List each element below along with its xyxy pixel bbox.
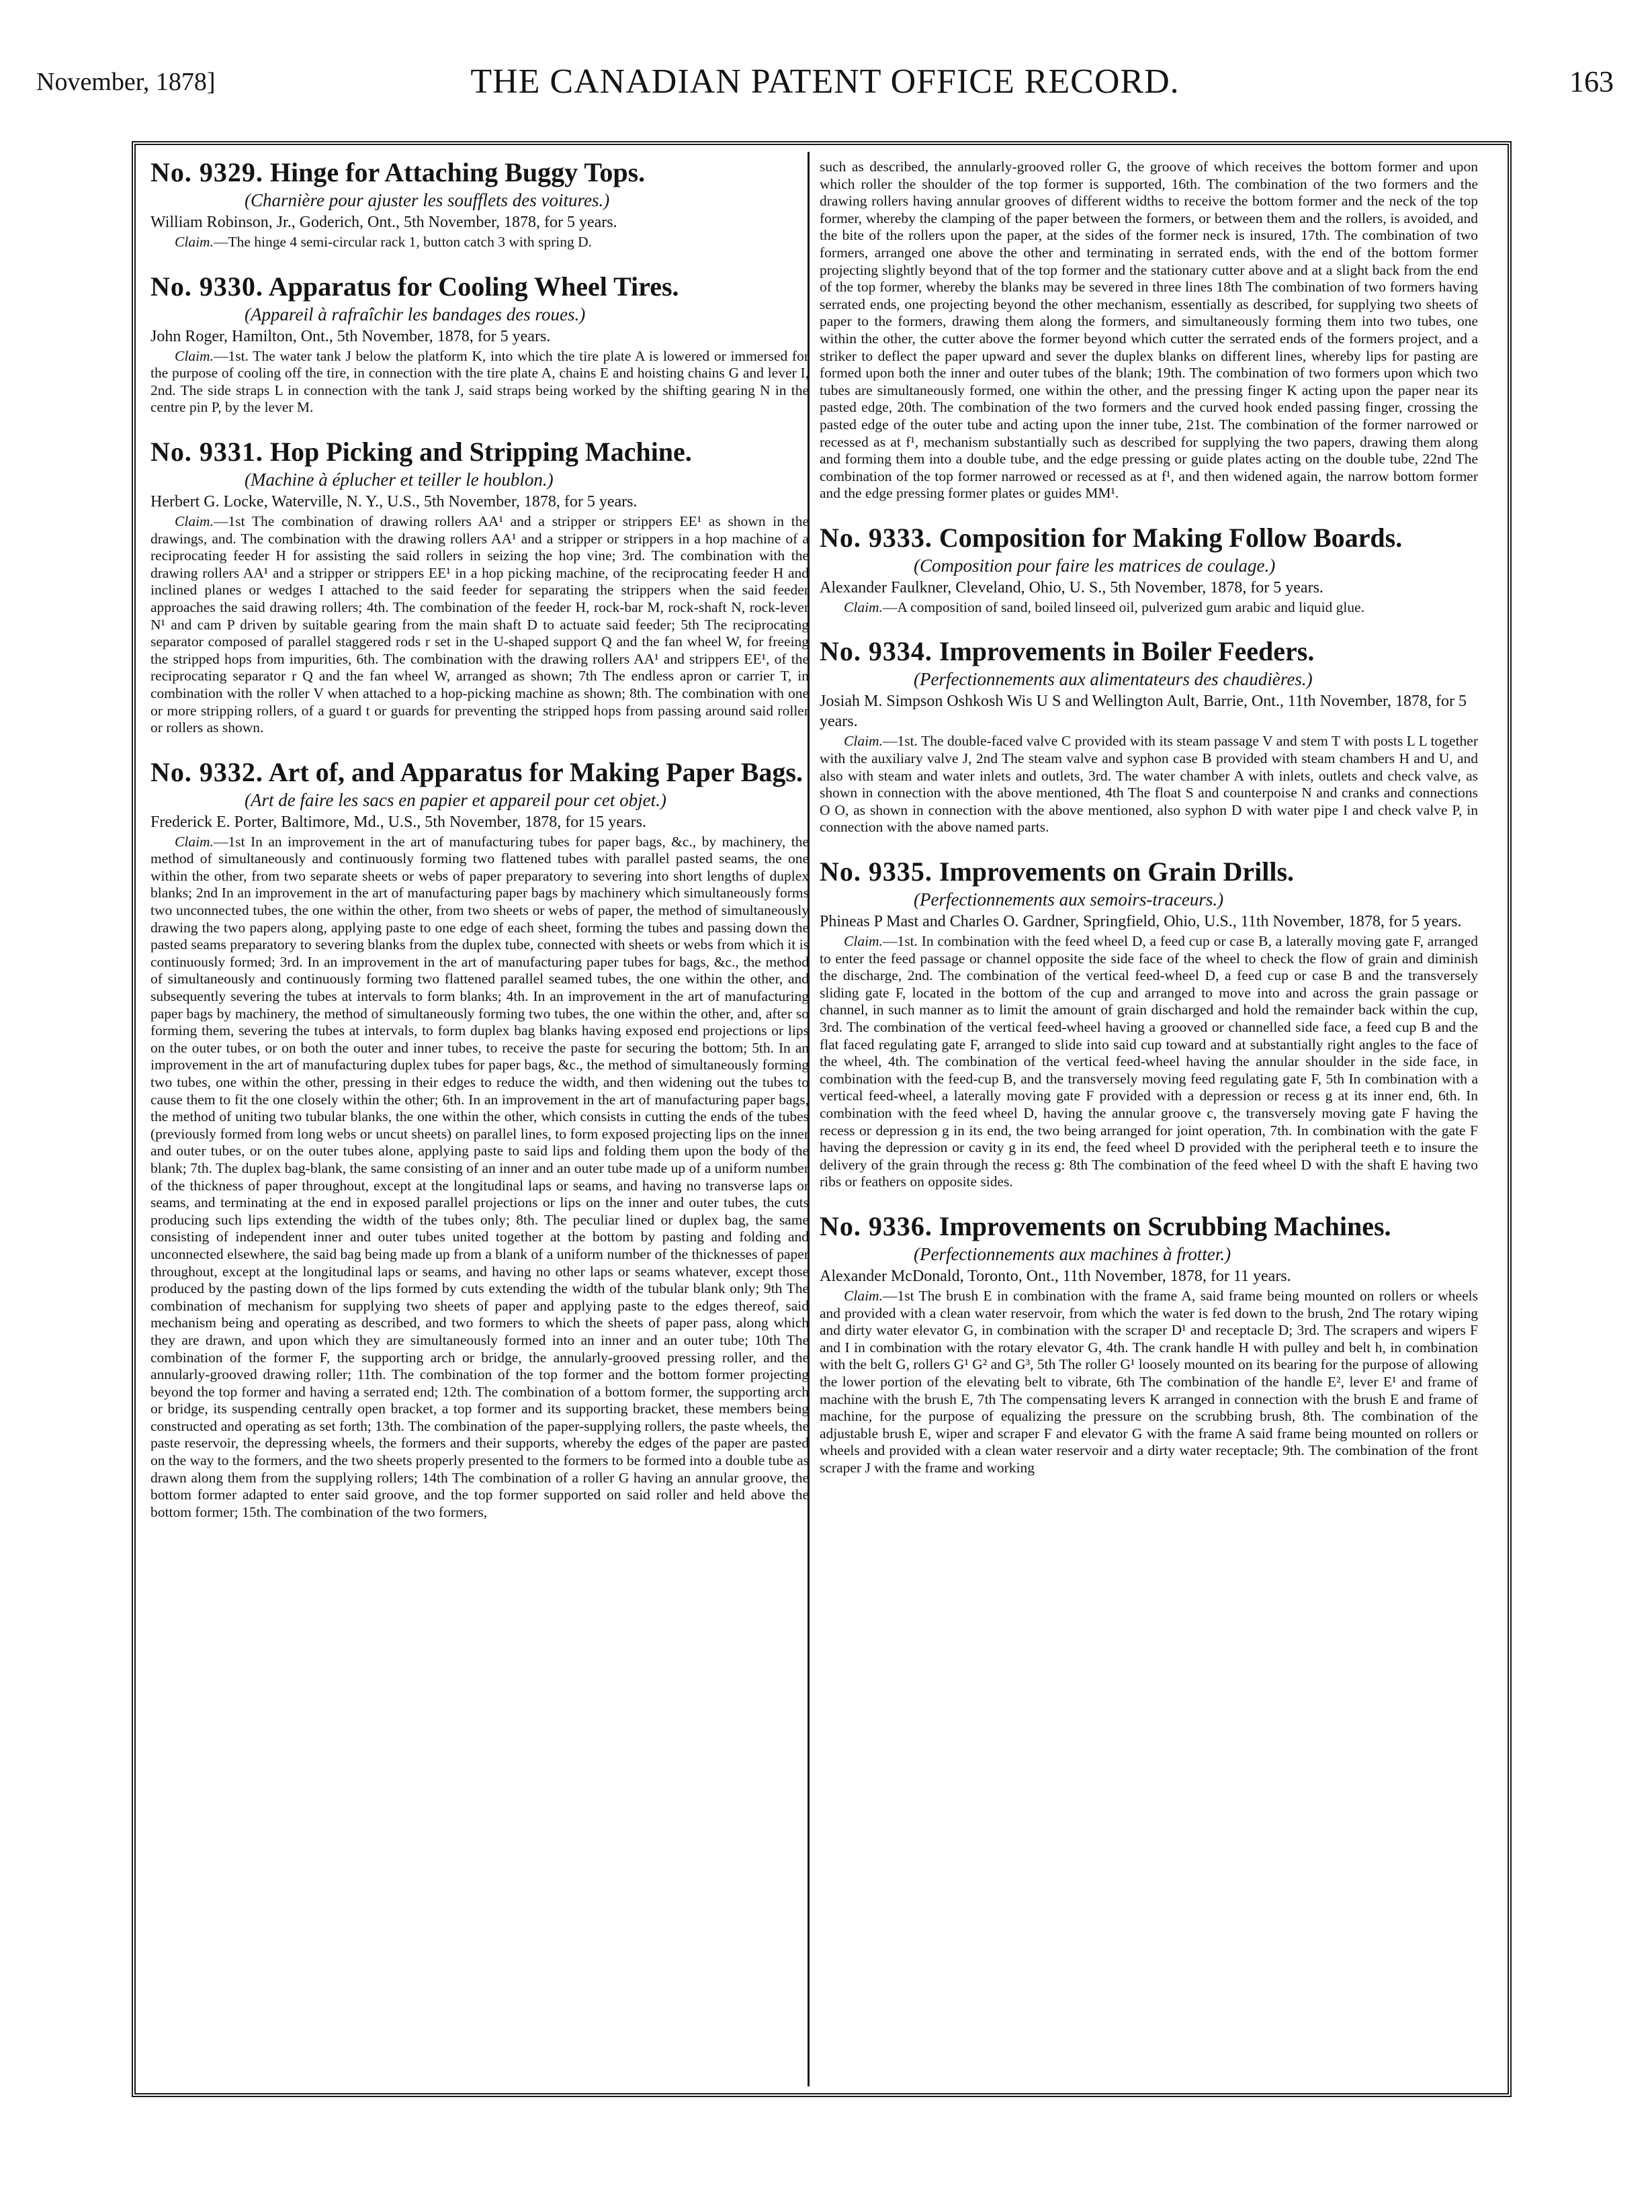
- inventor-line: Alexander McDonald, Toronto, Ont., 11th November, 1878, for 11 years.: [820, 1267, 1291, 1285]
- page-number: 163: [1569, 65, 1614, 98]
- patent-title-text: Apparatus for Cooling Wheel Tires.: [268, 271, 679, 302]
- claim-label: Claim.: [175, 833, 214, 850]
- patent-title: [820, 523, 1478, 554]
- patent-number: No. 9335.: [820, 856, 932, 887]
- patent-title: [150, 157, 809, 188]
- patent-title-text: Hop Picking and Stripping Machine.: [269, 436, 692, 467]
- claim-label: Claim.: [175, 513, 214, 529]
- patent-title-text: Composition for Making Follow Boards.: [939, 522, 1403, 553]
- patent-entry-9332: [150, 757, 809, 1521]
- patent-entry-9336: [820, 1211, 1478, 1477]
- patent-title: [820, 856, 1478, 887]
- patent-title-text: Improvements on Scrubbing Machines.: [939, 1210, 1391, 1241]
- patent-number: No. 9332.: [150, 756, 263, 787]
- french-title: (Appareil à rafraîchir les bandages des roues.): [245, 304, 586, 324]
- claim-text: [820, 733, 1478, 836]
- french-title: (Machine à éplucher et teiller le houblon.): [245, 469, 554, 490]
- patent-title: [150, 437, 809, 468]
- claim-label: Claim.: [844, 599, 883, 615]
- french-title: (Composition pour faire les matrices de coulage.): [914, 555, 1276, 576]
- inventor-line: Phineas P Mast and Charles O. Gardner, Springfield, Ohio, U.S., 11th November, 1878, for 5 years.: [820, 913, 1462, 931]
- claim-text: [820, 599, 1478, 617]
- inventor-line: Frederick E. Porter, Baltimore, Md., U.S., 5th November, 1878, for 15 years.: [150, 813, 646, 831]
- patent-number: No. 9334.: [820, 636, 932, 667]
- claim-body: —1st The combination of drawing rollers AA¹ and a stripper or strippers EE¹ as shown in the drawings, and. The combination with the drawing rollers AA¹ and a stripper or strippers in a hop machine of a reciprocating feeder H for assisting the said rollers in seizing the hop vine; 3rd. The combination with the drawing rollers AA¹ and a stripper or strippers EE¹ in a hop picking machine, of the reciprocating feeder H and inclined planes or wedges I attached to the said feeder for separating the strippers when the said feeder approaches the said drawing rollers; 4th. The combination of the feeder H, rock-bar M, rock-shaft N, rock-lever N¹ and cam P driven by suitable gearing from the main shaft D to actuate said feeder; 5th The reciprocating separator composed of parallel staggered rods r set in the U-shaped support Q and the fan wheel W, for freeing the stripped hops from impurities, 6th. The combination with the drawing rollers AA¹ and strippers EE¹, of the reciprocating separator r Q and the fan wheel W, arranged as shown; 7th The endless apron or carrier T, in combination with the roller V when attached to a hop-picking machine as shown; 8th. The combination with one or more stripping rollers, of a guard t or guards for preventing the stripped hops from passing around said roller or rollers as shown.: [150, 513, 809, 736]
- french-title: (Charnière pour ajuster les soufflets des voitures.): [245, 190, 610, 210]
- patent-entry-9332-continued: [820, 159, 1478, 502]
- french-title: (Art de faire les sacs en papier et appareil pour cet objet.): [245, 789, 666, 810]
- claim-text: [150, 234, 809, 251]
- claim-label: Claim.: [175, 234, 214, 250]
- patent-entry-9329: [150, 157, 809, 251]
- patent-title: [820, 636, 1478, 667]
- patent-entry-9330: [150, 271, 809, 416]
- patent-entry-9333: [820, 523, 1478, 617]
- page-frame: [132, 141, 1512, 2097]
- claim-body: —The hinge 4 semi-circular rack 1, button catch 3 with spring D.: [213, 234, 592, 250]
- claim-body: —1st In an improvement in the art of manufacturing tubes for paper bags, &c., by machinery, the method of simultaneously and continuously forming two flattened tubes with parallel pasted seams, the one within the other, from two separate sheets or webs of paper preparatory to severing into short lengths of duplex blanks; 2nd In an improvement in the art of manufacturing paper bags by machinery which simultaneously forms two unconnected tubes, the one within the other, from two sheets or webs of paper, the method of simultaneously drawing the two papers along, applying paste to one edge of each sheet, forming the tubes and passing down the pasted seams preparatory to severing blanks from the duplex tube, connected with sheets or webs from which it is continuously formed; 3rd. In an improvement in the art of manufacturing paper tubes for bags, &c., the method of simultaneously and continuously forming two flattened parallel seamed tubes, the one within the other, and subsequently severing the tubes at intervals to form blanks; 4th. In an improvement in the art of manufacturing paper bags by machinery, the method of simultaneously forming two tubes, the one within the other, and, after so forming them, severing the tubes at intervals, to form duplex bag blanks having exposed end projections or lips on the outer tubes, or on both the outer and inner tubes, to receive the paste for securing the bottom; 5th. In an improvement in the art of manufacturing duplex tubes for paper bags, &c., the method of simultaneously forming two tubes, one within the other, pressing in their edges to reduce the width, and then widening out the tubes to cause them to fit the one closely within the other; 6th. In an improvement in the art of manufacturing paper bags, the method of uniting two tubular blanks, the one within the other, which consists in cutting the ends of the tubes (previously formed from long webs or uncut sheets) on parallel lines, to form exposed projecting lips on the inner and outer tubes, or on the outer tubes alone, applying paste to said lips and folding them upon the body of the blank; 7th. The duplex bag-blank, the same consisting of an inner and an outer tube made up of a uniform number of the thickness of paper throughout, except at the longitudinal laps or seams, and having no transverse laps or seams, and terminating at the end in exposed parallel projections or lips on the inner and outer tubes, the cuts producing such lips extending the width of the tubes only; 8th. The peculiar lined or duplex bag, the same consisting of independent inner and outer tubes united together at the bottom by pasting and folding and unconnected elsewhere, the said bag being made up from a blank of a uniform number of the thicknesses of paper throughout, except at the longitudinal laps or seams, and having no other laps or seams whatever, except those produced by the pasting down of the lips formed by cuts extending the width of the tubular blank only; 9th The combination of mechanism for supplying two sheets of paper and applying paste to the edges thereof, said mechanism being and operating as described, and two formers to which the sheets of paper pass, along which they are drawn, and upon which they are simultaneously formed into an inner and an outer tube; 10th The combination of the former F, the supporting arch or bridge, the annularly-grooved pressing roller, and the annularly-grooved drawing roller; 11th. The combination of the top former and the bottom former projecting beyond the top former and having a serrated end; 12th. The combination of a bottom former, the supporting arch or bridge, its suspending centrally open bracket, a top former and its supporting bracket, these members being constructed and operating as set forth; 13th. The combination of the paper-supplying rollers, the paste wheels, the paste reservoir, the depressing wheels, the formers and their supports, whereby the edges of the paper are pasted on the way to the formers, and the two sheets properly presented to the formers to be formed into a double tube as drawn along them from the supplying rollers; 14th The combination of a roller G having an annular groove, the bottom former adapted to enter said groove, and the top former supported on said roller and held above the bottom former; 15th. The combination of the two formers,: [150, 833, 809, 1520]
- claim-text: [820, 1288, 1478, 1477]
- left-column: [150, 157, 809, 2077]
- patent-title: [150, 271, 809, 302]
- publication-title: THE CANADIAN PATENT OFFICE RECORD.: [470, 62, 1180, 101]
- claim-text: [820, 933, 1478, 1191]
- claim-body: —1st. In combination with the feed wheel D, a feed cup or case B, a laterally moving gate F, arranged to enter the feed passage or channel opposite the side face of the wheel to check the flow of grain and diminish the discharge, 2nd. The combination of the vertical feed-wheel D, a feed cup or case B and the transversely sliding gate F, located in the bottom of the cup and arranged to move into and across the grain passage or channel, in such manner as to limit the amount of grain discharged and hold the remainder back within the cup, 3rd. The combination of the vertical feed-wheel having a grooved or channelled side face, a feed cup B and the flat faced regulating gate F, arranged to slide into said cup toward and at substantially right angles to the face of the wheel, 4th. The combination of the vertical feed-wheel having the annular shoulder in the side face, in combination with the feed-cup B, and the transversely moving feed regulating gate F, 5th In combination with a vertical feed-wheel, a laterally moving gate F provided with a depression or recess g at its inner end, 6th. In combination with the feed wheel D, having the annular groove c, the transversely moving gate F having the recess or depression g in its end, the two being arranged for joint operation, 7th. In combination with the gate F having the depression or cavity g in its end, the feed wheel D provided with the peripheral teeth e to insure the delivery of the grain through the recess g: 8th The combination of the feed wheel D with the shaft E having two ribs or feathers on opposite sides.: [820, 933, 1478, 1190]
- patent-entry-9331: [150, 437, 809, 737]
- issue-date: November, 1878]: [36, 68, 216, 96]
- claim-body: —1st. The water tank J below the platform K, into which the tire plate A is lowered or immersed for the purpose of cooling off the tire, in connection with the tire plate A, chains E and hoisting chains G and lever I, 2nd. The side straps L in connection with the tank J, said straps being worked by the shifting gearing N in the centre pin P, by the lever M.: [150, 347, 809, 416]
- french-title: (Perfectionnements aux machines à frotter.): [914, 1243, 1231, 1264]
- page-header: [36, 62, 1614, 109]
- french-title: (Perfectionnements aux alimentateurs des chaudières.): [914, 669, 1313, 690]
- right-column: [820, 157, 1478, 2077]
- patent-entry-9335: [820, 856, 1478, 1191]
- patent-title-text: Improvements in Boiler Feeders.: [939, 636, 1315, 667]
- patent-title-text: Hinge for Attaching Buggy Tops.: [269, 157, 646, 187]
- patent-number: No. 9329.: [150, 157, 263, 187]
- claim-label: Claim.: [844, 733, 883, 750]
- patent-number: No. 9330.: [150, 271, 263, 302]
- claim-text: [150, 834, 809, 1521]
- patent-title: [150, 757, 809, 788]
- patent-entry-9334: [820, 636, 1478, 836]
- claim-label: Claim.: [844, 1287, 883, 1304]
- patent-number: No. 9333.: [820, 522, 932, 553]
- claim-text: [150, 513, 809, 737]
- patent-number: No. 9336.: [820, 1210, 932, 1241]
- inventor-line: William Robinson, Jr., Goderich, Ont., 5th November, 1878, for 5 years.: [150, 214, 617, 231]
- patent-title: [820, 1211, 1478, 1242]
- patent-title-text: Art of, and Apparatus for Making Paper Bags.: [268, 756, 803, 787]
- claim-body: —A composition of sand, boiled linseed oil, pulverized gum arabic and liquid glue.: [882, 599, 1365, 615]
- patent-number: No. 9331.: [150, 436, 263, 467]
- claim-body: —1st The brush E in combination with the frame A, said frame being mounted on rollers or wheels and provided with a clean water reservoir, from which the water is fed down to the brush, 2nd The rotary wiping and dirty water elevator G, in combination with the scraper D¹ and receptacle D; 3rd. The scrapers and wipers F and I in combination with the rotary elevator G, 4th. The crank handle H with pulley and belt h, in combination with the belt G, rollers G¹ G² and G³, 5th The roller G¹ loosely mounted on its bearing for the purpose of allowing the lower portion of the elevating belt to vibrate, 6th The combination of the handle E², lever E¹ and frame of machine with the brush E, 7th The compensating levers K arranged in connection with the brush E and frame of machine, for the purpose of equalizing the pressure on the scrubbing brush, 8th. The combination of the adjustable brush E, wiper and scraper F and elevator G with the frame A said frame being mounted on rollers or wheels and provided with a clean water reservoir and a dirty water receptacle; 9th. The combination of the front scraper J with the frame and working: [820, 1287, 1478, 1476]
- inventor-line: John Roger, Hamilton, Ont., 5th November, 1878, for 5 years.: [150, 327, 551, 345]
- claim-body: —1st. The double-faced valve C provided with its steam passage V and stem T with posts L L together with the auxiliary valve J, 2nd The steam valve and syphon case B provided with steam chambers H and U, and also with steam and water inlets and outlets, 3rd. The water chamber A with inlets, outlets and check valve, as shown in connection with the above mentioned, 4th The float S and counterpoise N and cranks and connections O O, as shown in connection with the above mentioned, also syphon D with water pipe I and check valve P, in connection with the above named parts.: [820, 733, 1478, 836]
- claim-text: [150, 348, 809, 416]
- french-title: (Perfectionnements aux semoirs-traceurs.): [914, 889, 1224, 910]
- patent-title-text: Improvements on Grain Drills.: [939, 856, 1295, 887]
- inventor-line: Josiah M. Simpson Oshkosh Wis U S and Wellington Ault, Barrie, Ont., 11th November, 1878, for 5 years.: [820, 693, 1467, 731]
- claim-continuation: such as described, the annularly-grooved roller G, the groove of which receives the bottom former and upon which roller the shoulder of the top former is supported, 16th. The combination of the two formers and the drawing rollers having annular grooves of different widths to receive the bottom former and the neck of the top former, whereby the clamping of the paper between the formers, or between them and the rollers, is avoided, and the bite of the rollers upon the paper, at the sides of the former neck is insured, 17th. The combination of two formers, arranged one above the other and terminating in serrated ends, with the end of the bottom former projecting slightly beyond that of the top former and the stationary cutter above and at a slight back from the end of the top former, whereby the blanks may be severed in three lines 18th The combination of two formers having serrated ends, one projecting beyond the other mechanism, essentially as described, for supplying two sheets of paper to the formers, drawing them along the formers, and simultaneously forming them into two tubes, one within the other, the cutter above the former beyond which cutter the serrated ends of the formers project, and a striker to deflect the paper upward and sever the duplex blanks on different lines, whereby lips for pasting are formed upon both the inner and outer tubes of the blank; 19th. The combination of two formers upon which two tubes are simultaneously formed, one within the other, and the pressing finger K acting upon the paper near its pasted edge, 20th. The combination of the two formers and the curved hook ended passing finger, crossing the pasted edge of the outer tube and acting upon the inner tube, 21st. The combination of the former narrowed or recessed as at f¹, mechanism substantially such as described for supplying the two papers, drawing them along and forming them into a double tube, and the edge pressing or guide plates acting on the double tube, 22nd The combination of the top former narrowed or recessed as at f¹, and then widened again, the narrow bottom former and the edge pressing former plates or guides MM¹.: [820, 159, 1478, 502]
- inventor-line: Herbert G. Locke, Waterville, N. Y., U.S., 5th November, 1878, for 5 years.: [150, 492, 638, 511]
- inventor-line: Alexander Faulkner, Cleveland, Ohio, U. S., 5th November, 1878, for 5 years.: [820, 578, 1323, 596]
- claim-label: Claim.: [844, 933, 883, 950]
- claim-label: Claim.: [175, 347, 214, 364]
